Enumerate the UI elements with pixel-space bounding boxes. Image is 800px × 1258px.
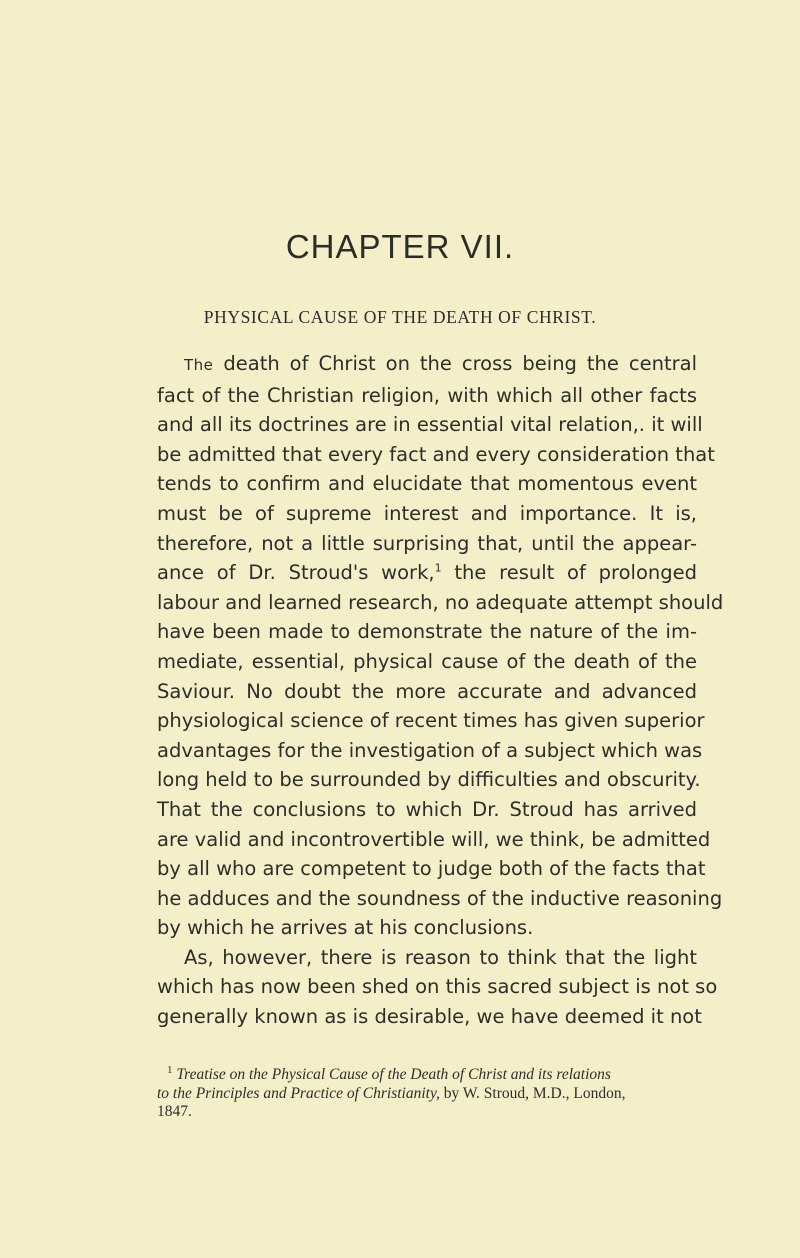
paragraph-1-line: are valid and incontrovertible will, we think, be admitted	[157, 827, 711, 851]
paragraph-1-line: have been made to demonstrate the nature of the im-	[157, 620, 697, 644]
footnote-line-2: to the Principles and Practice of Christianity, by W. Stroud, M.D., London,	[157, 1084, 626, 1102]
footnote	[157, 1063, 699, 1122]
paragraph-1-line: long held to be surrounded by difficulties and obscurity.	[157, 768, 701, 792]
paragraph-1-line: That the conclusions to which Dr. Stroud has arrived	[157, 797, 697, 821]
paragraph-1-last-line: by which he arrives at his conclusions.	[157, 916, 534, 940]
footnote-line-1	[157, 1063, 699, 1085]
footnote-book-title: Treatise on the Physical Cause of the Death of Christ and its relations	[176, 1066, 611, 1083]
paragraph-2-line: which has now been shed on this sacred subject is not so	[157, 975, 718, 999]
paragraph-1-line-1: The death of Christ on the cross being the central	[184, 352, 697, 375]
paragraph-1-line: labour and learned research, no adequate attempt should	[157, 590, 724, 614]
paragraph-1-line: therefore, not a little surprising that, until the appear-	[157, 531, 697, 555]
chapter-subtitle: PHYSICAL CAUSE OF THE DEATH OF CHRIST.	[203, 307, 597, 327]
footnote-reference: 1	[434, 561, 442, 575]
paragraph-1-line: mediate, essential, physical cause of the death of the	[157, 649, 697, 673]
footnote-marker: 1	[167, 1063, 173, 1076]
chapter-heading: CHAPTER VII.	[285, 228, 515, 265]
body-text	[157, 349, 724, 1032]
paragraph-1-line: by all who are competent to judge both of the facts that	[157, 857, 706, 881]
paragraph-1-line-with-footnote: ance of Dr. Stroud's work,$^1$ the result of prolonged	[157, 561, 697, 585]
paragraph-1-line: physiological science of recent times has given superior	[157, 709, 705, 733]
small-caps-first-word: The	[184, 356, 214, 374]
paragraph-1-line: advantages for the investigation of a subject which was	[157, 738, 703, 762]
paragraph-1-line: must be of supreme interest and importance. It is,	[157, 501, 697, 525]
paragraph-1-line: and all its doctrines are in essential vital relation,. it will	[157, 413, 703, 437]
paragraph-1-line: tends to confirm and elucidate that momentous event	[157, 472, 697, 496]
paragraph-1-line: he adduces and the soundness of the inductive reasoning	[157, 886, 723, 910]
paragraph-1-line: Saviour. No doubt the more accurate and advanced	[157, 679, 697, 703]
paragraph-1-line: be admitted that every fact and every consideration that	[157, 442, 715, 466]
paragraph-2-line-1: As, however, there is reason to think that the light	[184, 945, 697, 969]
footnote-line-3: 1847.	[157, 1103, 192, 1120]
footnote-book-title-cont: to the Principles and Practice of Christianity,	[157, 1084, 440, 1102]
paragraph-2-line: generally known as is desirable, we have deemed it not	[157, 1005, 702, 1029]
paragraph-1-line: fact of the Christian religion, with which all other facts	[157, 383, 697, 407]
